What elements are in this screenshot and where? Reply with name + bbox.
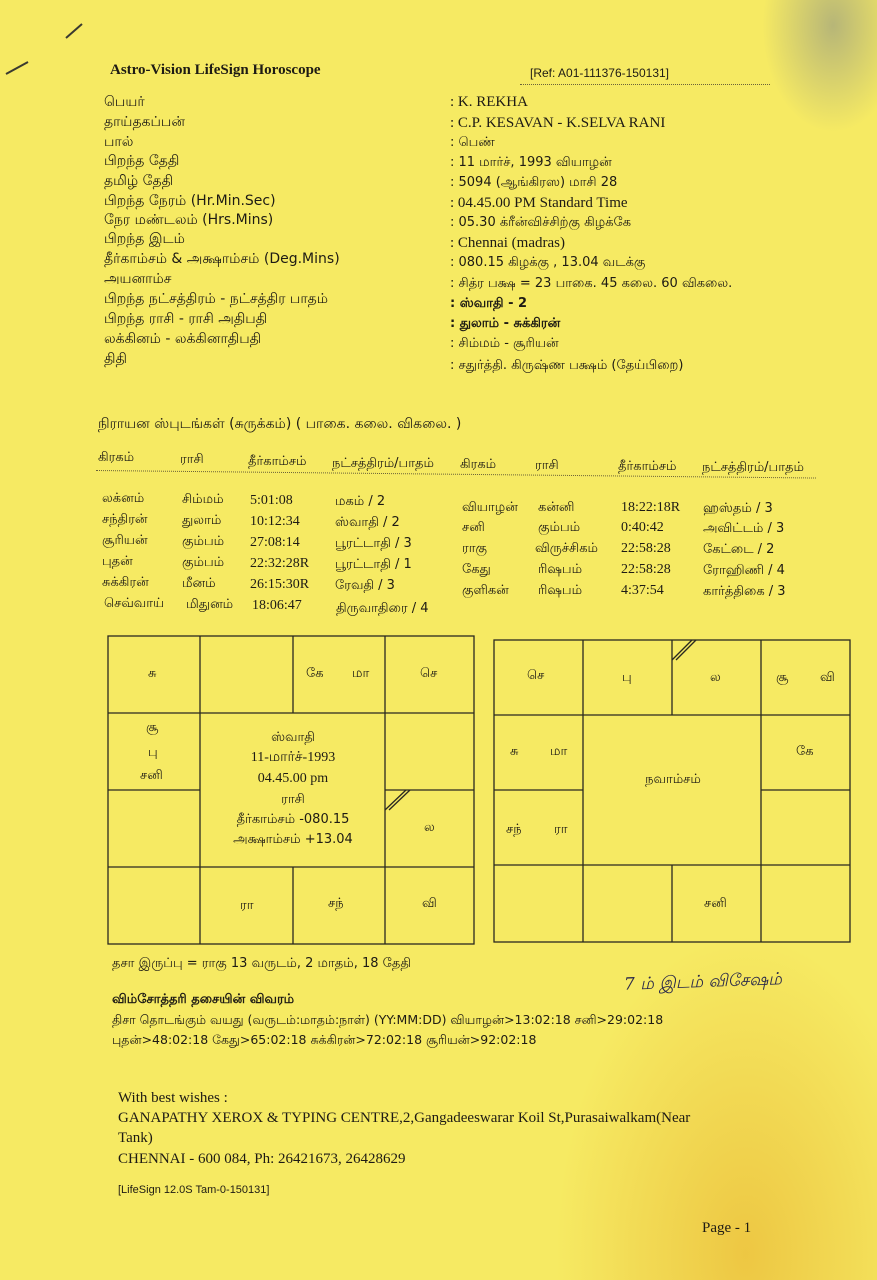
table-cell: துலாம் — [182, 513, 222, 528]
table-cell: 18:22:18R — [621, 500, 681, 515]
detail-label: பிறந்த இடம் — [104, 231, 185, 247]
table-cell: 22:58:28 — [621, 541, 671, 556]
page-number: Page - 1 — [702, 1220, 752, 1236]
table-cell: கன்னி — [538, 500, 575, 515]
table-cell: மகம் / 2 — [335, 494, 386, 509]
rasi-center-line: 04.45.00 pm — [257, 771, 329, 786]
chart-cell: சந் — [506, 822, 522, 837]
chart-cell: ல — [710, 670, 721, 685]
table-cell: பூரட்டாதி / 3 — [335, 536, 412, 551]
detail-value: : சித்ர பக்ஷ = 23 பாகை. 45 கலை. 60 விகலை. — [450, 276, 733, 291]
rasi-center-line: 11-மார்ச்-1993 — [250, 750, 336, 765]
detail-value: : 04.45.00 PM Standard Time — [450, 195, 628, 211]
table-cell: 18:06:47 — [252, 598, 302, 613]
table-cell: கார்த்திகை / 3 — [703, 584, 786, 599]
detail-value: : C.P. KESAVAN - K.SELVA RANI — [450, 115, 666, 131]
table-cell: ரிஷபம் — [538, 583, 583, 598]
positions-header: தீர்காம்சம் — [618, 459, 677, 474]
table-cell: மிதுனம் — [186, 597, 234, 612]
detail-label: திதி — [104, 351, 127, 367]
detail-label: பிறந்த நேரம் (Hr.Min.Sec) — [104, 193, 276, 209]
rasi-center-line: அக்ஷாம்சம் +13.04 — [233, 832, 353, 847]
table-cell: 10:12:34 — [250, 514, 300, 529]
detail-value: : ஸ்வாதி - 2 — [450, 296, 528, 311]
chart-cell: சூ — [776, 670, 789, 685]
table-cell: ஹஸ்தம் / 3 — [703, 501, 773, 516]
positions-header: கிரகம் — [460, 457, 497, 472]
chart-cell: சந் — [328, 896, 344, 911]
positions-header: தீர்காம்சம் — [248, 454, 307, 469]
table-cell: 0:40:42 — [621, 520, 664, 535]
table-cell: 5:01:08 — [250, 493, 293, 508]
chart-cell: செ — [420, 666, 438, 681]
navamsa-center-label: நவாம்சம் — [645, 772, 701, 787]
table-cell: 26:15:30R — [250, 577, 310, 592]
detail-label: பால் — [104, 134, 134, 150]
positions-title: நிராயன ஸ்புடங்கள் (சுருக்கம்) ( பாகை. கலை. விகலை. ) — [98, 416, 462, 432]
positions-header: ராசி — [180, 452, 204, 467]
chart-cell: வி — [422, 896, 437, 911]
detail-value: : துலாம் - சுக்கிரன் — [450, 316, 561, 331]
detail-value: : 5094 (ஆங்கிரஸ) மாசி 28 — [450, 175, 618, 190]
rasi-center-line: ராசி — [281, 792, 305, 807]
table-cell: ராகு — [462, 541, 487, 556]
table-cell: சனி — [462, 520, 485, 535]
vimshottari-title: விம்சோத்தரி தசையின் விவரம் — [112, 992, 295, 1007]
detail-value: : K. REKHA — [450, 94, 528, 110]
table-cell: சூரியன் — [102, 533, 148, 548]
positions-header: கிரகம் — [98, 450, 135, 465]
table-cell: ரோஹிணி / 4 — [703, 563, 785, 578]
detail-value: : 080.15 கிழக்கு , 13.04 வடக்கு — [450, 255, 646, 270]
software-version: [LifeSign 12.0S Tam-0-150131] — [118, 1184, 270, 1196]
table-cell: சுக்கிரன் — [102, 575, 149, 590]
chart-cell: சு — [148, 666, 157, 681]
table-cell: 22:32:28R — [250, 556, 310, 571]
table-cell: திருவாதிரை / 4 — [336, 601, 429, 616]
positions-header: நட்சத்திரம்/பாதம் — [332, 456, 434, 471]
chart-cell: மா — [352, 666, 370, 681]
detail-value: : சதுர்த்தி. கிருஷ்ண பக்ஷம் (தேய்பிறை) — [450, 358, 684, 373]
detail-label: நேர மண்டலம் (Hrs.Mins) — [104, 212, 274, 228]
table-cell: 22:58:28 — [621, 562, 671, 577]
table-cell: 27:08:14 — [250, 535, 300, 550]
table-cell: கும்பம் — [538, 520, 581, 535]
table-cell: 4:37:54 — [621, 583, 664, 598]
chart-cell: செ — [527, 668, 545, 683]
chart-cell: கே — [306, 666, 324, 681]
detail-label: தீர்காம்சம் & அக்ஷாம்சம் (Deg.Mins) — [104, 251, 340, 267]
detail-label: தாய்தகப்பன் — [104, 114, 185, 130]
handwritten-note: 7 ம் இடம் விசேஷம் — [623, 969, 783, 995]
table-cell: செவ்வாய் — [104, 596, 165, 611]
document-title: Astro-Vision LifeSign Horoscope — [110, 62, 321, 78]
shop-address-line: GANAPATHY XEROX & TYPING CENTRE,2,Gangadeeswarar Koil St,Purasaiwalkam(Near — [118, 1110, 691, 1126]
pen-mark-decoration — [0, 0, 120, 90]
detail-label: பிறந்த நட்சத்திரம் - நட்சத்திர பாதம் — [104, 291, 329, 307]
chart-cell: சூ — [146, 720, 159, 735]
chart-cell: பு — [622, 670, 632, 685]
shop-address-line: CHENNAI - 600 084, Ph: 26421673, 26428629 — [118, 1151, 406, 1167]
detail-value: : சிம்மம் - சூரியன் — [450, 336, 559, 351]
detail-label: தமிழ் தேதி — [104, 173, 174, 189]
table-cell: கேட்டை / 2 — [703, 542, 775, 557]
chart-cell: வி — [820, 670, 835, 685]
chart-cell: சு — [510, 744, 519, 759]
detail-value: : 11 மார்ச், 1993 வியாழன் — [450, 155, 612, 170]
table-cell: வியாழன் — [462, 500, 518, 515]
table-cell: சந்திரன் — [102, 512, 148, 527]
table-cell: கும்பம் — [182, 555, 225, 570]
detail-label: அயனாம்ச — [104, 271, 172, 287]
reference-number: [Ref: A01-111376-150131] — [530, 66, 669, 80]
positions-header: நட்சத்திரம்/பாதம் — [702, 460, 804, 475]
table-cell: அவிட்டம் / 3 — [703, 521, 785, 536]
table-cell: சிம்மம் — [182, 492, 224, 507]
table-cell: கும்பம் — [182, 534, 225, 549]
chart-cell: சனி — [140, 768, 163, 783]
detail-label: லக்கினம் - லக்கினாதிபதி — [104, 331, 262, 347]
table-cell: கேது — [462, 562, 491, 577]
detail-label: பெயர் — [104, 94, 145, 110]
vimshottari-line: திசா தொடங்கும் வயது (வருடம்:மாதம்:நாள்) (YY:MM:DD) வியாழன்>13:02:18 சனி>29:02:18 — [112, 1012, 664, 1027]
table-cell: லக்னம் — [102, 491, 145, 506]
vimshottari-line: புதன்>48:02:18 கேது>65:02:18 சுக்கிரன்>72:02:18 சூரியன்>92:02:18 — [112, 1032, 537, 1047]
chart-cell: கே — [796, 744, 814, 759]
table-cell: ரிஷபம் — [538, 562, 583, 577]
wishes-text: With best wishes : — [118, 1090, 228, 1106]
detail-value: : Chennai (madras) — [450, 235, 565, 251]
chart-cell: சனி — [704, 896, 727, 911]
shop-address-line: Tank) — [118, 1130, 153, 1146]
table-cell: ரேவதி / 3 — [335, 578, 395, 593]
dasa-balance: தசா இருப்பு = ராகு 13 வருடம், 2 மாதம், 18 தேதி — [112, 956, 412, 971]
table-cell: பூரட்டாதி / 1 — [335, 557, 412, 572]
detail-label: பிறந்த தேதி — [104, 153, 180, 169]
table-cell: மீனம் — [182, 576, 216, 591]
table-cell: ஸ்வாதி / 2 — [335, 515, 400, 530]
chart-cell: மா — [550, 744, 568, 759]
table-cell: புதன் — [102, 554, 133, 569]
chart-cell: ல — [424, 820, 435, 835]
detail-label: பிறந்த ராசி - ராசி அதிபதி — [104, 311, 268, 327]
chart-cell: ரா — [554, 822, 568, 837]
detail-value: : 05.30 க்ரீன்விச்சிற்கு கிழக்கே — [450, 215, 632, 230]
chart-cell: ரா — [240, 898, 254, 913]
table-cell: குளிகன் — [462, 583, 509, 598]
rasi-center-line: தீர்காம்சம் -080.15 — [236, 812, 350, 827]
detail-value: : பெண் — [450, 135, 495, 150]
table-cell: விருச்சிகம் — [535, 541, 598, 556]
chart-cell: பு — [148, 745, 158, 760]
rasi-center-line: ஸ்வாதி — [271, 730, 315, 745]
positions-header: ராசி — [535, 458, 559, 473]
